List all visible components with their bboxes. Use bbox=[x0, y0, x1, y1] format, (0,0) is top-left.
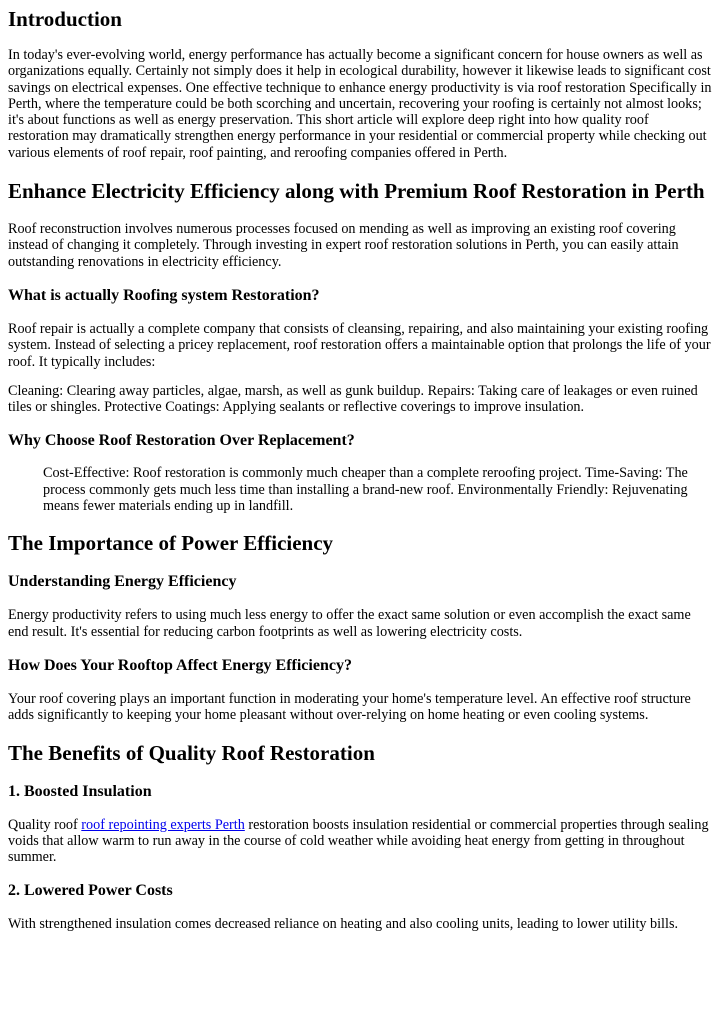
subheading-understanding-efficiency: Understanding Energy Efficiency bbox=[8, 573, 237, 591]
paragraph-roof-covering-role: Your roof covering plays an important function in moderating your home's temperature level. An effective roof structure adds significantly to keeping your home pleasant without over-relying on home heating or even cooling systems. bbox=[8, 690, 691, 724]
paragraph-strengthened-insulation: With strengthened insulation comes decreased reliance on heating and also cooling units, leading to lower utility bills. bbox=[8, 916, 679, 933]
paragraph-text-after-link: restoration boosts insulation residential or commercial properties through sealing voids that allow warm to run away in the course of cold weather while avoiding heat energy from getting in throughout summer. bbox=[8, 816, 709, 866]
subheading-why-choose: Why Choose Roof Restoration Over Replacement? bbox=[8, 432, 355, 450]
subheading-rooftop-affect: How Does Your Rooftop Affect Energy Efficiency? bbox=[8, 656, 352, 674]
subheading-what-is-restoration: What is actually Roofing system Restoration? bbox=[8, 286, 320, 304]
intro-heading: Introduction bbox=[8, 7, 122, 31]
paragraph-quality-roof bbox=[8, 817, 712, 866]
section-heading-benefits: The Benefits of Quality Roof Restoration bbox=[8, 740, 375, 765]
section-heading-enhance-efficiency: Enhance Electricity Efficiency along with Premium Roof Restoration in Perth bbox=[8, 179, 705, 204]
subheading-lowered-power-costs: 2. Lowered Power Costs bbox=[8, 882, 173, 900]
paragraph-energy-productivity: Energy productivity refers to using much less energy to offer the exact same solution or even accomplish the exact same end result. It's essential for reducing carbon footprints as well as lowering electricity costs. bbox=[8, 607, 691, 640]
roof-repointing-link[interactable]: roof repointing experts Perth bbox=[81, 816, 245, 833]
blockquote-benefits: Cost-Effective: Roof restoration is commonly much cheaper than a complete reroofing project. Time-Saving: The process commonly gets much less time than installing a brand-new roof. Environmentally Friendly: Rejuvenating means fewer materials ending up in landfill. bbox=[43, 465, 688, 515]
paragraph-roof-repair: Roof repair is actually a complete company that consists of cleansing, repairing, and also maintaining your existing roofing system. Instead of selecting a pricey replacement, roof restoration offers a maintainable option that prolongs the life of your roof. It typically includes: bbox=[8, 320, 711, 370]
paragraph-includes-list: Cleaning: Clearing away particles, algae, marsh, as well as gunk buildup. Repairs: Taking care of leakages or even ruined tiles or shingles. Protective Coatings: Applying sealants or reflective coverings to improve insulation. bbox=[8, 382, 698, 416]
subheading-boosted-insulation: 1. Boosted Insulation bbox=[8, 782, 152, 800]
section-paragraph-roof-reconstruction: Roof reconstruction involves numerous processes focused on mending as well as improving an existing roof covering instead of changing it completely. Through investing in expert roof restoration solutions in Perth, you can easily attain outstanding renovations in electricity efficiency. bbox=[8, 221, 679, 270]
paragraph-text-before-link: Quality roof bbox=[8, 816, 82, 833]
intro-paragraph: In today's ever-evolving world, energy performance has actually become a significant concern for house owners as well as organizations equally. Certainly not simply does it help in ecological durability, however it likewise leads to significant cost savings on electrical expenses. One effective technique to enhance energy productivity is via roof restoration Specifically in Perth, where the temperature could be both scorching and uncertain, recovering your roofing is certainly not almost looks; it's about functions as well as energy preservation. This short article will explore deep right into how quality roof restoration may dramatically strengthen energy performance in your residential or commercial property while checking out various elements of roof repair, roof painting, and reroofing companies offered in Perth. bbox=[8, 47, 712, 161]
section-heading-power-efficiency: The Importance of Power Efficiency bbox=[8, 531, 334, 556]
article bbox=[0, 7, 720, 933]
